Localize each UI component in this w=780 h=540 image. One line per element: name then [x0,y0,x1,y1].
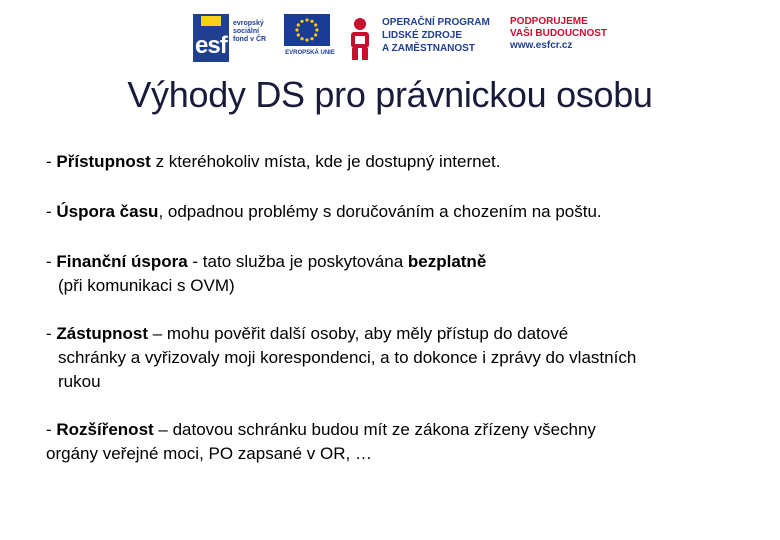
op-lzz-logo [346,12,506,64]
person-icon [346,16,374,62]
eu-flag-logo [282,12,334,64]
list-item: - Rozšířenost – datovou schránku budou mít ze zákona zřízeny všechny orgány veřejné moci, PO zapsané v OR, … [46,420,596,463]
esf-logo-word: esf [195,32,227,59]
slide-title: Výhody DS pro právnickou osobu [127,74,653,115]
esf-logo-text: evropský sociální fond v ČR [233,20,267,43]
op-logo-text: OPERAČNÍ PROGRAM LIDSKÉ ZDROJE A ZAMĚSTNANOST [382,17,490,54]
esf-url: www.esfcr.cz [510,40,573,51]
eu-flag-icon [284,14,330,46]
header-logos [0,10,780,66]
tagline-logo: PODPORUJEME VAŠI BUDOUCNOST www.esfcr.cz [510,16,630,64]
eu-caption: EVROPSKÁ UNIE [285,50,335,56]
list-item: - Úspora času, odpadnou problémy s doručováním a chozením na poštu. [46,202,602,221]
list-item: - Přístupnost z kteréhokoliv místa, kde je dostupný internet. [46,152,501,171]
esf-logo [193,12,275,64]
list-item: - Finanční úspora - tato služba je poskytována bezplatně (při komunikaci s OVM) [46,252,487,295]
list-item: - Zástupnost – mohu pověřit další osoby, aby měly přístup do datové schránky a vyřizovaly moji korespondenci, a to dokonce i zprávy do vlastních rukou [46,324,637,391]
